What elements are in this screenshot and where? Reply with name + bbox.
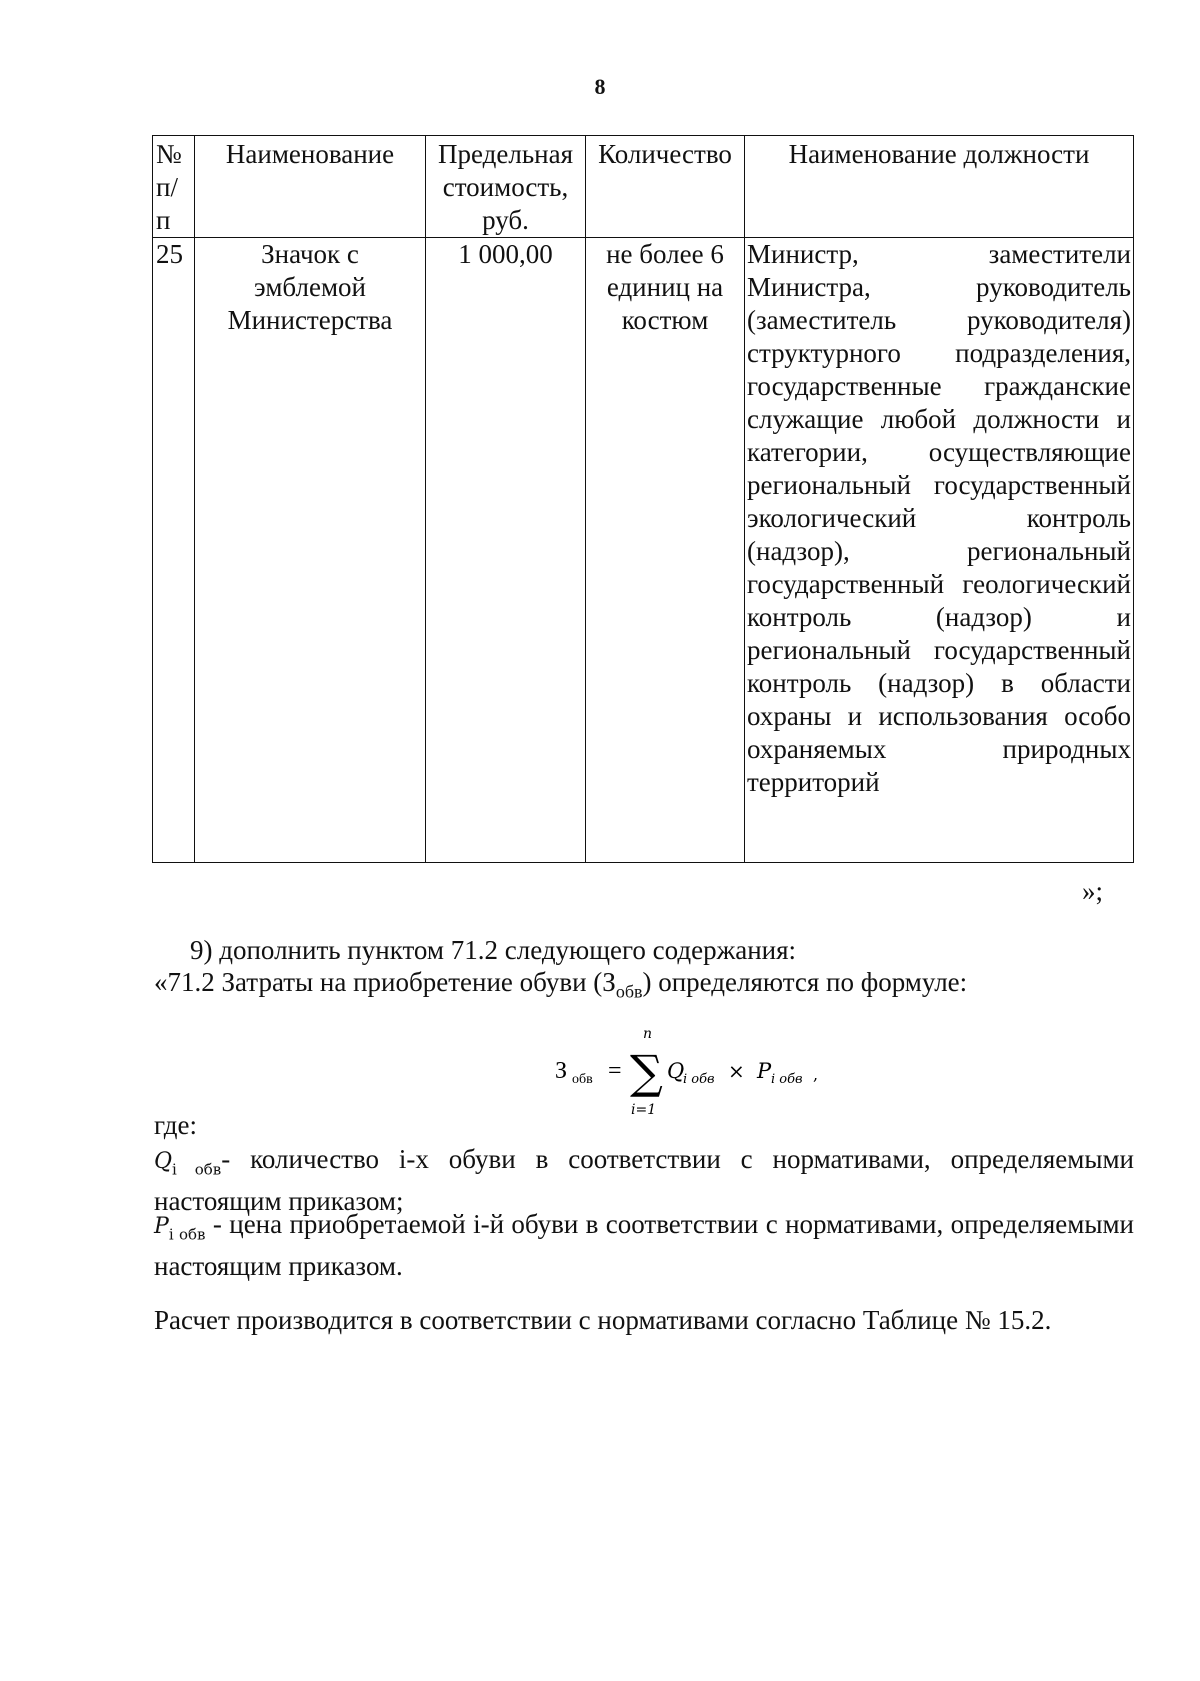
row-number: 25 bbox=[153, 238, 195, 863]
item-name-line: Министерства bbox=[227, 305, 393, 335]
quantity-line: не более 6 bbox=[606, 239, 724, 269]
item-name-line: эмблемой bbox=[254, 272, 366, 302]
cost-suffix: ) определяются по формуле: bbox=[642, 967, 968, 997]
q-symbol: Q bbox=[154, 1149, 173, 1174]
q-definition bbox=[154, 1143, 1134, 1217]
formula-lhs-subscript: обв bbox=[572, 1072, 593, 1087]
table-header-row bbox=[153, 136, 1134, 238]
formula-sum-lower: i=1 bbox=[631, 1102, 657, 1118]
page-number: 8 bbox=[594, 74, 606, 99]
cost-formula bbox=[555, 1020, 855, 1120]
item-9-paragraph: 9) дополнить пунктом 71.2 следующего содержания: bbox=[190, 935, 797, 965]
p-symbol: P bbox=[154, 1214, 169, 1239]
table-row bbox=[153, 238, 1134, 863]
row-item-name bbox=[195, 238, 426, 863]
where-label: где: bbox=[154, 1110, 197, 1140]
row-positions: Министр, заместители Министра, руководитель (заместитель руководителя) структурного подразделения, государственные гражданские служащие любой должности и категории, осуществляющие региональный государственный экологический контроль (надзор), региональный государственный геологический контроль (надзор) и региональный государственный контроль (надзор) в области охраны и использования особо охраняемых природных территорий bbox=[745, 238, 1134, 863]
q-text: - количество i-х обуви в соответствии с нормативами, определяемыми настоящим приказом; bbox=[154, 1144, 1135, 1217]
formula-p: P bbox=[757, 1059, 772, 1083]
cost-subscript: обв bbox=[615, 981, 643, 1002]
header-positions: Наименование должности bbox=[745, 136, 1134, 238]
quantity-line: костюм bbox=[621, 305, 709, 335]
formula-times: × bbox=[728, 1059, 745, 1083]
formula-sum-upper: n bbox=[643, 1026, 653, 1042]
item-name-line: Значок с bbox=[261, 239, 359, 269]
formula-lhs: З bbox=[555, 1058, 568, 1084]
p-definition bbox=[154, 1208, 1134, 1282]
p-text: - цена приобретаемой i-й обуви в соответствии с нормативами, определяемыми настоящим приказом. bbox=[154, 1209, 1135, 1282]
header-name: Наименование bbox=[195, 136, 426, 238]
formula-equals: = bbox=[608, 1058, 622, 1084]
closing-quote: »; bbox=[1082, 876, 1104, 906]
formula-q: Q bbox=[667, 1059, 685, 1083]
sum-sign-icon: ∑ bbox=[630, 1045, 663, 1099]
positions-table bbox=[152, 135, 1134, 863]
p-subscript: i обв bbox=[168, 1225, 206, 1244]
header-quantity: Количество bbox=[586, 136, 745, 238]
cost-prefix: «71.2 Затраты на приобретение обуви (З bbox=[154, 967, 616, 997]
formula-q-subscript: i обв bbox=[683, 1072, 715, 1087]
quantity-line: единиц на bbox=[606, 272, 724, 302]
q-subscript: i обв bbox=[172, 1160, 222, 1179]
header-number: № п/п bbox=[153, 136, 195, 238]
calculation-note: Расчет производится в соответствии с нормативами согласно Таблице № 15.2. bbox=[154, 1305, 1052, 1335]
formula-tail: , bbox=[813, 1065, 819, 1084]
row-quantity bbox=[586, 238, 745, 863]
cost-definition-paragraph bbox=[154, 966, 1134, 1007]
formula-p-subscript: i обв bbox=[771, 1072, 803, 1087]
header-price: Предельная стоимость, руб. bbox=[426, 136, 586, 238]
row-price: 1 000,00 bbox=[426, 238, 586, 863]
